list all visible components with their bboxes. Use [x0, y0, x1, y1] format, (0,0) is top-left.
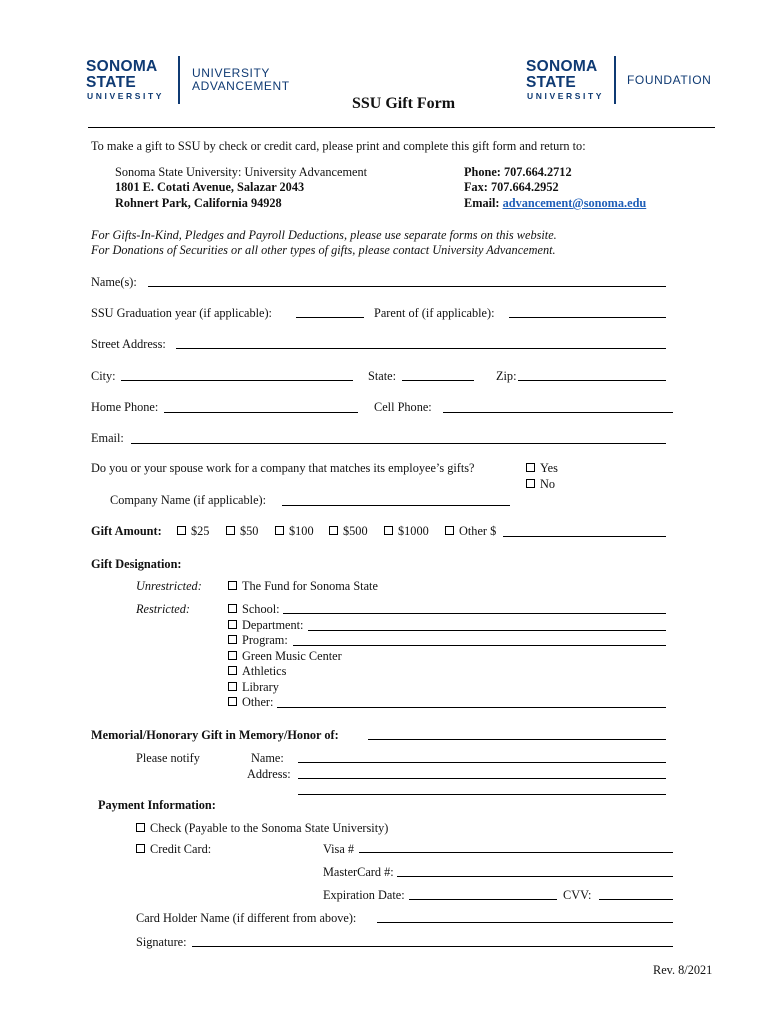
grad-year-label: SSU Graduation year (if applicable):	[91, 306, 272, 320]
revision-label: Rev. 8/2021	[653, 963, 713, 977]
amount-label: Other $	[459, 524, 497, 538]
other-designation-label: Other:	[242, 695, 274, 709]
restricted-department-option[interactable]	[228, 618, 303, 632]
page-title: SSU Gift Form	[352, 95, 456, 112]
payment-heading: Payment Information:	[98, 798, 216, 812]
company-name-label: Company Name (if applicable):	[110, 493, 267, 507]
restricted-program-option[interactable]	[228, 633, 288, 647]
restricted-green-music-option[interactable]	[228, 649, 342, 663]
notify-name-label: Name:	[251, 751, 284, 765]
logo-right-state: STATE	[526, 74, 577, 91]
restricted-library-option[interactable]	[228, 680, 279, 694]
other-designation-field[interactable]	[277, 707, 666, 708]
card-holder-field[interactable]	[377, 922, 673, 923]
gift-amount-label: Gift Amount:	[91, 524, 162, 538]
amount-option-50[interactable]	[226, 524, 258, 538]
zip-label: Zip:	[496, 369, 517, 383]
mail-address-line2: 1801 E. Cotati Avenue, Salazar 2043	[115, 180, 305, 194]
company-name-field[interactable]	[282, 505, 510, 506]
signature-field[interactable]	[192, 946, 673, 947]
checkbox-icon[interactable]	[226, 526, 235, 535]
matching-no-label: No	[540, 477, 556, 491]
checkbox-icon[interactable]	[228, 620, 237, 629]
grad-year-field[interactable]	[296, 317, 364, 318]
email-field[interactable]	[131, 443, 666, 444]
zip-field[interactable]	[518, 380, 666, 381]
athletics-label: Athletics	[242, 664, 287, 678]
cvv-label: CVV:	[563, 888, 592, 902]
green-music-label: Green Music Center	[242, 649, 342, 663]
logo-left-divider	[178, 56, 180, 104]
city-field[interactable]	[121, 380, 353, 381]
logo-right-university: UNIVERSITY	[527, 91, 605, 101]
restricted-other-option[interactable]	[228, 695, 273, 709]
parent-of-field[interactable]	[509, 317, 666, 318]
checkbox-icon[interactable]	[228, 635, 237, 644]
notify-address-label: Address:	[247, 767, 291, 781]
intro-text: To make a gift to SSU by check or credit card, please print and complete this gift form and return to:	[91, 139, 586, 153]
amount-option-100[interactable]	[275, 524, 314, 538]
matching-no-option[interactable]	[526, 477, 555, 491]
contact-fax: Fax: 707.664.2952	[464, 180, 559, 194]
checkbox-icon[interactable]	[228, 604, 237, 613]
logo-left-dept2: ADVANCEMENT	[192, 79, 290, 93]
payment-credit-card-option[interactable]	[136, 842, 211, 856]
email-label: Email:	[91, 431, 124, 445]
card-holder-label: Card Holder Name (if different from above):	[136, 911, 357, 925]
restricted-athletics-option[interactable]	[228, 664, 286, 678]
mail-address-line3: Rohnert Park, California 94928	[115, 196, 282, 210]
check-label: Check (Payable to the Sonoma State University)	[150, 821, 389, 835]
department-field[interactable]	[308, 630, 666, 631]
parent-of-label: Parent of (if applicable):	[374, 306, 495, 320]
checkbox-icon[interactable]	[228, 581, 237, 590]
home-phone-label: Home Phone:	[91, 400, 159, 414]
checkbox-icon[interactable]	[329, 526, 338, 535]
notify-name-field[interactable]	[298, 762, 666, 763]
expiration-field[interactable]	[409, 899, 557, 900]
cell-phone-field[interactable]	[443, 412, 673, 413]
program-field[interactable]	[293, 645, 666, 646]
checkbox-icon[interactable]	[526, 463, 535, 472]
contact-email	[464, 196, 646, 210]
mastercard-field[interactable]	[397, 876, 673, 877]
checkbox-icon[interactable]	[526, 479, 535, 488]
unrestricted-option[interactable]	[228, 579, 378, 593]
checkbox-icon[interactable]	[228, 651, 237, 660]
contact-phone: Phone: 707.664.2712	[464, 165, 572, 179]
checkbox-icon[interactable]	[275, 526, 284, 535]
logo-right-dept: FOUNDATION	[627, 73, 712, 87]
memorial-heading: Memorial/Honorary Gift in Memory/Honor of:	[91, 728, 339, 742]
designation-heading: Gift Designation:	[91, 557, 182, 571]
payment-check-option[interactable]	[136, 821, 388, 835]
signature-label: Signature:	[136, 935, 187, 949]
cvv-field[interactable]	[599, 899, 673, 900]
names-field[interactable]	[148, 286, 666, 287]
department-label: Department:	[242, 618, 304, 632]
restricted-school-option[interactable]	[228, 602, 280, 616]
library-label: Library	[242, 680, 279, 694]
school-field[interactable]	[283, 613, 666, 614]
amount-label: $100	[289, 524, 314, 538]
restricted-label: Restricted:	[136, 602, 190, 616]
cell-phone-label: Cell Phone:	[374, 400, 432, 414]
contact-email-link[interactable]: advancement@sonoma.edu	[502, 196, 647, 210]
state-field[interactable]	[402, 380, 474, 381]
street-label: Street Address:	[91, 337, 166, 351]
amount-label: $1000	[398, 524, 429, 538]
amount-option-25[interactable]	[177, 524, 209, 538]
visa-field[interactable]	[359, 852, 673, 853]
school-label: School:	[242, 602, 280, 616]
memorial-field[interactable]	[368, 739, 666, 740]
checkbox-icon[interactable]	[384, 526, 393, 535]
checkbox-icon[interactable]	[228, 666, 237, 675]
checkbox-icon[interactable]	[228, 697, 237, 706]
unrestricted-label: Unrestricted:	[136, 579, 202, 593]
matching-yes-label: Yes	[540, 461, 558, 475]
matching-yes-option[interactable]	[526, 461, 558, 475]
checkbox-icon[interactable]	[177, 526, 186, 535]
checkbox-icon[interactable]	[136, 823, 145, 832]
amount-option-500[interactable]	[329, 524, 368, 538]
visa-label: Visa #	[323, 842, 355, 856]
logo-right-divider	[614, 56, 616, 104]
amount-option-other[interactable]	[445, 524, 496, 538]
checkbox-icon[interactable]	[136, 844, 145, 853]
logo-left-state: STATE	[86, 74, 137, 91]
amount-label: $50	[240, 524, 259, 538]
logo-right-sonoma: SONOMA	[526, 58, 598, 75]
title-rule	[88, 127, 715, 128]
credit-card-label: Credit Card:	[150, 842, 212, 856]
other-amount-field[interactable]	[503, 536, 666, 537]
mail-address-line1: Sonoma State University: University Advancement	[115, 165, 368, 179]
note-gifts-in-kind: For Gifts-In-Kind, Pledges and Payroll Deductions, please use separate forms on this website.	[91, 228, 557, 242]
logo-left-sonoma: SONOMA	[86, 58, 158, 75]
amount-option-1000[interactable]	[384, 524, 429, 538]
matching-question: Do you or your spouse work for a company that matches its employee’s gifts?	[91, 461, 475, 475]
contact-email-label: Email:	[464, 196, 503, 210]
mastercard-label: MasterCard #:	[323, 865, 394, 879]
program-label: Program:	[242, 633, 288, 647]
please-notify-label: Please notify	[136, 751, 200, 765]
notify-address-field[interactable]	[298, 778, 666, 779]
note-securities: For Donations of Securities or all other types of gifts, please contact University Advancement.	[91, 243, 556, 257]
home-phone-field[interactable]	[164, 412, 358, 413]
city-label: City:	[91, 369, 116, 383]
checkbox-icon[interactable]	[445, 526, 454, 535]
amount-label: $25	[191, 524, 210, 538]
logo-left-university: UNIVERSITY	[87, 91, 165, 101]
unrestricted-option-label: The Fund for Sonoma State	[242, 579, 378, 593]
street-field[interactable]	[176, 348, 666, 349]
expiration-label: Expiration Date:	[323, 888, 405, 902]
notify-address-field-2[interactable]	[298, 794, 666, 795]
names-label: Name(s):	[91, 275, 137, 289]
amount-label: $500	[343, 524, 368, 538]
logo-left-dept1: UNIVERSITY	[192, 66, 271, 80]
checkbox-icon[interactable]	[228, 682, 237, 691]
state-label: State:	[368, 369, 397, 383]
